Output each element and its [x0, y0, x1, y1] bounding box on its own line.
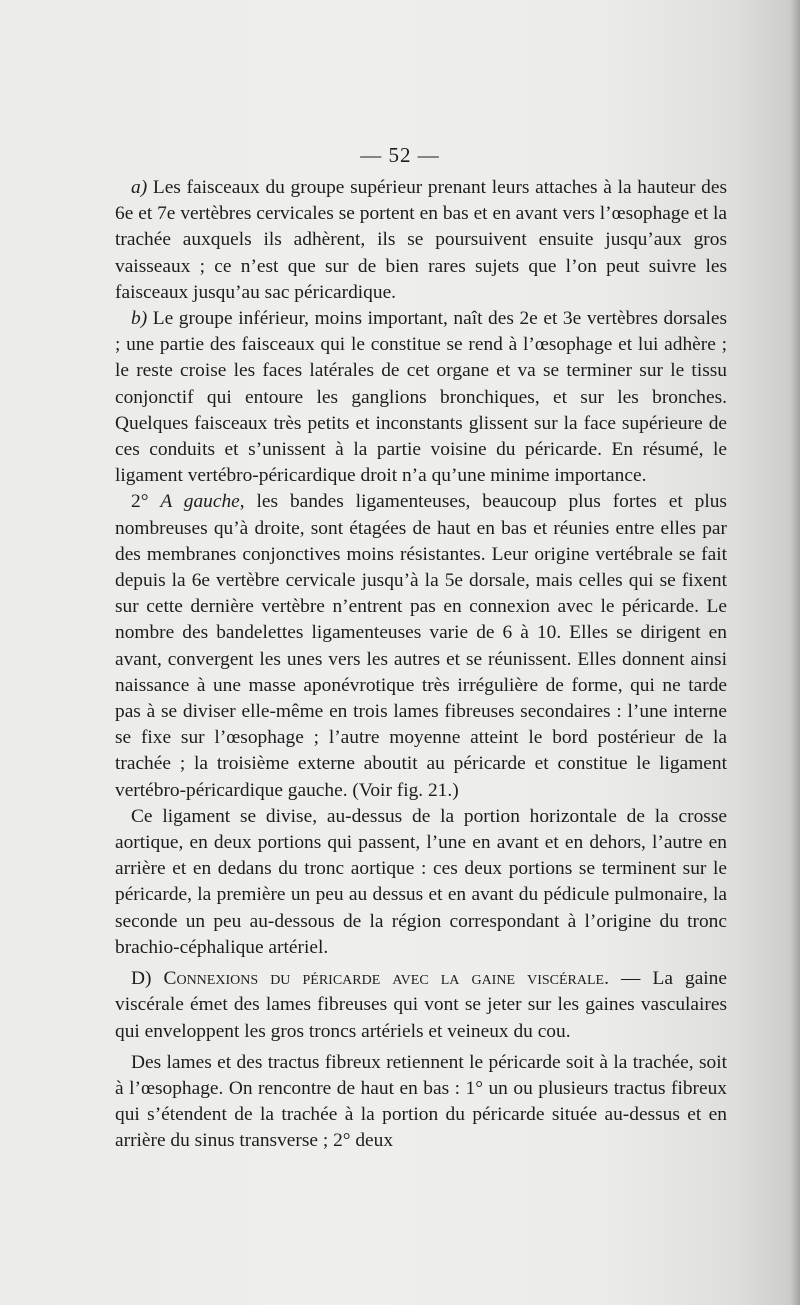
- section-d-text: — La gaine viscérale émet des lames fibreuses qui vont se jeter sur les gaines vasculaires qui enveloppent les gros troncs artériels et veineux du cou.: [115, 968, 727, 1042]
- page-number: — 52 —: [360, 143, 440, 167]
- paragraph-left-side-number: 2°: [131, 491, 161, 513]
- paragraph-left-side-text: , les bandes ligamenteuses, beaucoup plus fortes et plus nombreuses qu’à droite, sont étagées de haut en bas et réunies entre elles par des membranes conjonctives moins résistantes. Leur origine vertébrale se fait depuis la 6e vertèbre cervicale jusqu’à la 5e dorsale, mais celles qui se fixent sur cette dernière vertèbre n’entrent pas en connexion avec le péricarde. Le nombre des bandelettes ligamenteuses varie de 6 à 10. Elles se dirigent en avant, convergent les unes vers les autres et se réunissent. Elles donnent ainsi naissance à une masse aponévrotique très irrégulière de forme, qui ne tarde pas à se diviser elle-même en trois lames fibreuses secondaires : l’une interne se fixe sur l’œsophage ; l’autre moyenne atteint le bord postérieur de la trachée ; la troisième externe aboutit au péricarde et constitue le ligament vertébro-péricardique gauche. (Voir fig. 21.): [115, 491, 727, 801]
- paragraph-fibrous-tracts: [115, 1050, 727, 1155]
- section-d-heading: D) Connexions du péricarde avec la gaine viscérale.: [131, 968, 609, 990]
- paragraph-fibrous-tracts-text: Des lames et des tractus fibreux retiennent le péricarde soit à la trachée, soit à l’œsophage. On rencontre de haut en bas : 1° un ou plusieurs tractus fibreux qui s’étendent de la trachée à la portion du péricarde située au-dessus et en arrière du sinus transverse ; 2° deux: [115, 1051, 727, 1152]
- paragraph-a: [115, 175, 727, 306]
- paragraph-ligament-division: [115, 804, 727, 961]
- scan-edge-shadow: [790, 0, 800, 1305]
- paragraph-b-label: b): [131, 308, 148, 330]
- paragraph-b-text: Le groupe inférieur, moins important, naît des 2e et 3e vertèbres dorsales ; une partie des faisceaux qui le constitue se rend à l’œsophage et lui adhère ; le reste croise les faces latérales de cet organe et va se terminer sur le tissu conjonctif qui entoure les ganglions bronchiques, et sur les bronches. Quelques faisceaux très petits et inconstants glissent sur la face supérieure de ces conduits et s’unissent à la partie voisine du péricarde. En résumé, le ligament vertébro-péricardique droit n’a qu’une minime importance.: [115, 308, 727, 487]
- paragraph-b: [115, 306, 727, 489]
- paragraph-left-side-label: A gauche: [160, 491, 240, 513]
- paragraph-left-side: [115, 489, 727, 803]
- paragraph-section-d: [115, 966, 727, 1045]
- paragraph-ligament-division-text: Ce ligament se divise, au-dessus de la portion horizontale de la crosse aortique, en deux portions qui passent, l’une en avant et en dehors, l’autre en arrière et en dedans du tronc aortique : ces deux portions se terminent sur le péricarde, la première un peu au dessus et en avant du pédicule pulmonaire, la seconde un peu au-dessous de la région correspondant à l’origine du tronc brachio-céphalique artériel.: [115, 805, 727, 958]
- paragraph-a-label: a): [131, 177, 148, 198]
- body-text: [115, 175, 727, 1155]
- paragraph-a-text: Les faisceaux du groupe supérieur prenant leurs attaches à la hauteur des 6e et 7e vertèbres cervicales se portent en bas et en avant vers l’œsophage et la trachée auxquels ils adhèrent, ils se poursuivent ensuite jusqu’aux gros vaisseaux ; ce n’est que sur de bien rares sujets que l’on peut suivre les faisceaux jusqu’au sac péricardique.: [115, 177, 727, 303]
